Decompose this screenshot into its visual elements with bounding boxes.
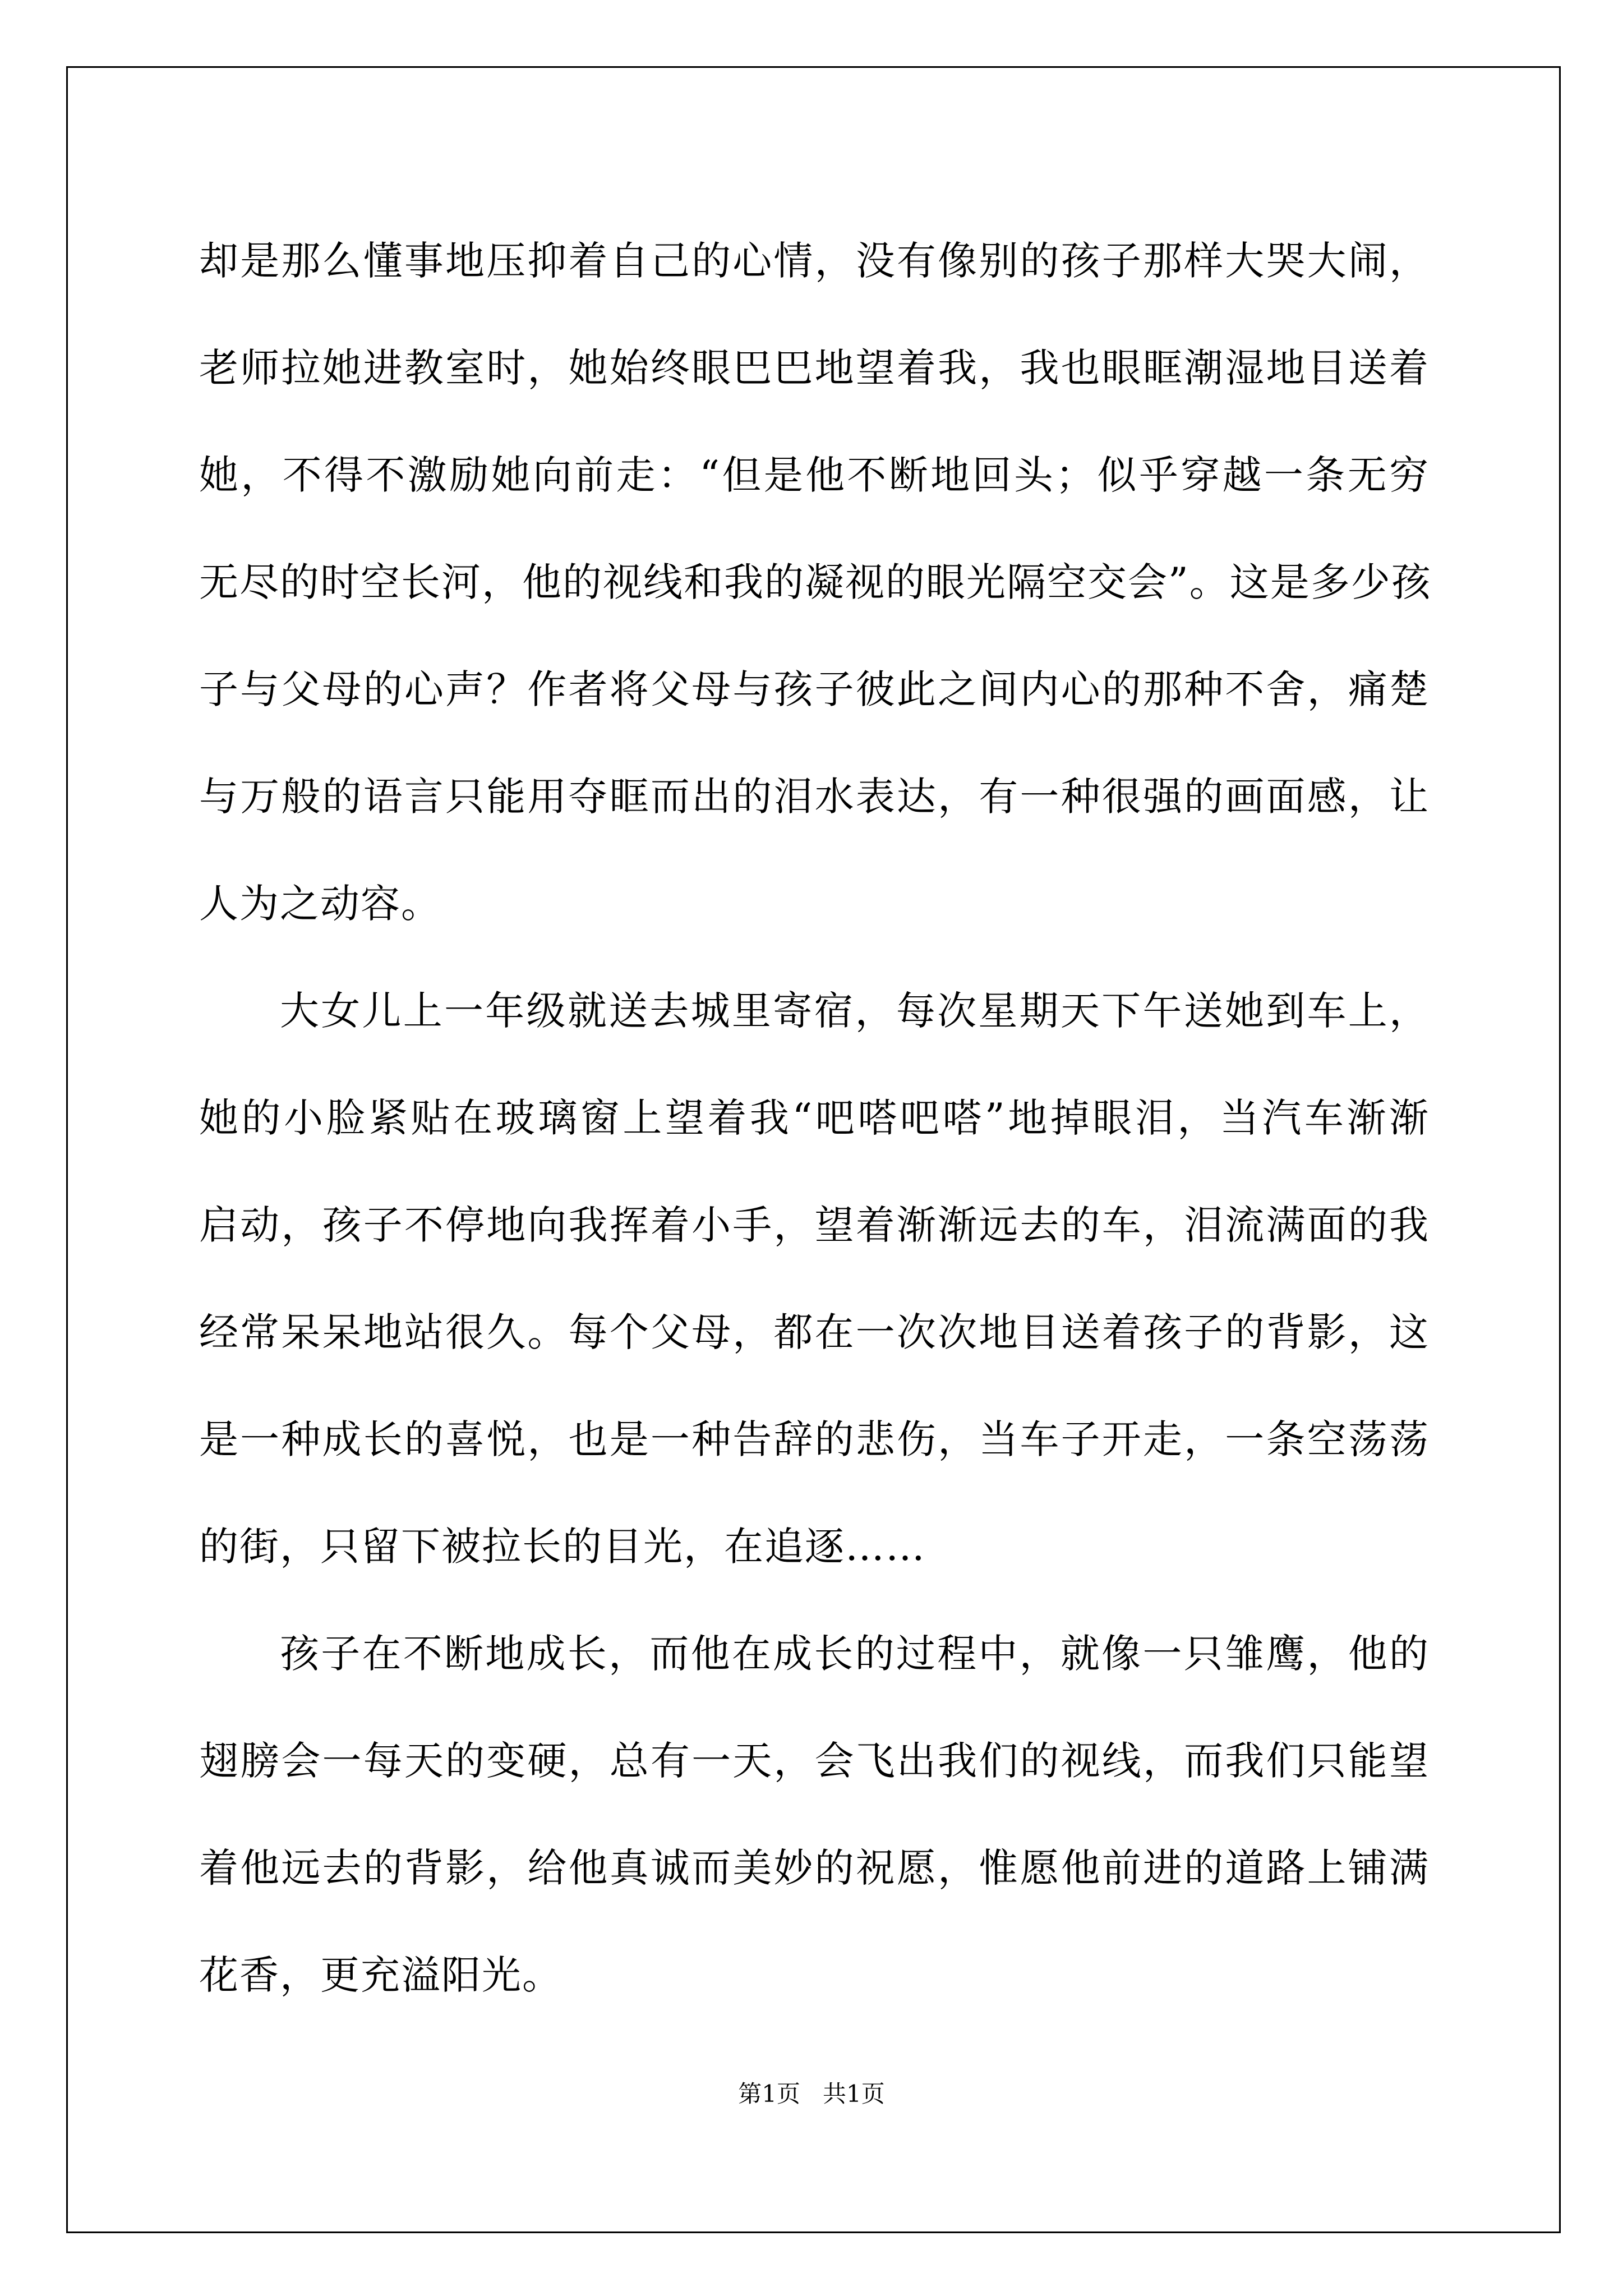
text-line: 大女儿上一年级就送去城里寄宿，每次星期天下午送她到车上， (280, 988, 1430, 1034)
text-line: 花香，更充溢阳光。 (199, 1952, 562, 1998)
text-line: 着他远去的背影，给他真诚而美妙的祝愿，惟愿他前进的道路上铺满 (199, 1845, 1430, 1891)
text-line: 是一种成长的喜悦，也是一种告辞的悲伤，当车子开走，一条空荡荡 (199, 1416, 1430, 1462)
page-number: 第1页 (738, 2080, 800, 2108)
text-line: 老师拉她进教室时，她始终眼巴巴地望着我，我也眼眶潮湿地目送着 (199, 345, 1430, 391)
text-line: 的街，只留下被拉长的目光，在追逐…… (199, 1524, 926, 1570)
text-line: 她，不得不激励她向前走：“但是他不断地回头；似乎穿越一条无穷 (199, 452, 1430, 498)
document-body (199, 208, 1430, 2029)
text-line: 翅膀会一每天的变硬，总有一天，会飞出我们的视线，而我们只能望 (199, 1738, 1430, 1784)
text-line: 经常呆呆地站很久。每个父母，都在一次次地目送着孩子的背影，这 (199, 1309, 1430, 1355)
text-line: 与万般的语言只能用夺眶而出的泪水表达，有一种很强的画面感，让 (199, 774, 1430, 820)
page-footer (0, 2076, 1623, 2109)
text-line: 启动，孩子不停地向我挥着小手，望着渐渐远去的车，泪流满面的我 (199, 1202, 1430, 1248)
text-line: 孩子在不断地成长，而他在成长的过程中，就像一只雏鹰，他的 (280, 1631, 1430, 1677)
text-line: 却是那么懂事地压抑着自己的心情，没有像别的孩子那样大哭大闹， (199, 238, 1430, 284)
text-line: 无尽的时空长河，他的视线和我的凝视的眼光隔空交会”。这是多少孩 (199, 559, 1432, 605)
text-line: 人为之动容。 (199, 881, 441, 927)
page-total: 共1页 (823, 2080, 885, 2108)
text-line: 子与父母的心声？作者将父母与孩子彼此之间内心的那种不舍，痛楚 (199, 666, 1430, 712)
text-line: 她的小脸紧贴在玻璃窗上望着我“吧嗒吧嗒”地掉眼泪，当汽车渐渐 (199, 1095, 1430, 1141)
